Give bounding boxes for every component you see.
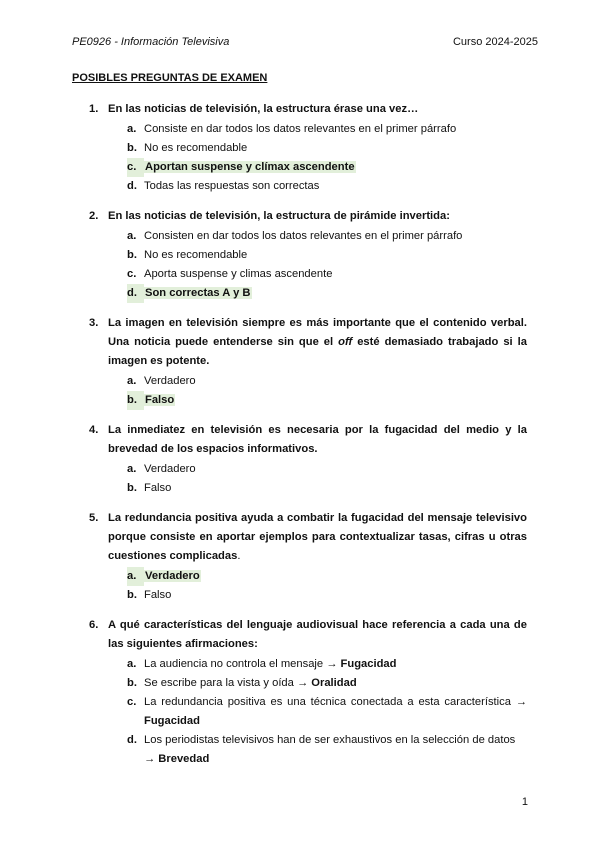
option-text: Consiste en dar todos los datos relevantes en el primer párrafo [144,123,457,135]
option-letter: d. [127,284,144,303]
question-text: La inmediatez en televisión es necesaria por la fugacidad del medio y la brevedad de los espacios informativos. [108,424,527,455]
option-letter: a. [127,658,137,670]
question-number: 2. [89,210,99,222]
question-text-part: esté demasiado trabajado si la imagen es potente. [108,336,527,367]
option-letter: a. [127,463,137,475]
page-number: 1 [521,796,528,808]
option-letter: d. [127,734,137,746]
option-letter: b. [127,482,137,494]
option-d [127,731,527,769]
option-text: Se escribe para la vista y oída → [144,677,309,689]
option-text: Aporta suspense y climas ascendente [144,268,333,280]
question-number: 5. [89,512,99,524]
option-b [127,674,527,693]
option-b-correct [127,391,527,410]
option-answer: Oralidad [311,677,357,689]
question-number: 4. [89,424,99,436]
option-letter: b. [127,391,144,410]
question-text-tail: . [237,550,241,562]
option-a [127,227,527,246]
option-letter: b. [127,589,137,601]
option-d [127,177,527,196]
page-title: POSIBLES PREGUNTAS DE EXAMEN [72,72,268,84]
option-c [127,265,527,284]
correct-answer-highlight: Son correctas A y B [145,287,251,299]
option-b [127,479,527,498]
option-letter: b. [127,142,137,154]
correct-answer-highlight: Aportan suspense y clímax ascendente [145,161,355,173]
header-year: Curso 2024-2025 [452,36,538,48]
option-a [127,372,527,391]
option-text: Falso [144,589,172,601]
question-text-italic: off [338,336,353,348]
question-text: En las noticias de televisión, la estructura de pirámide invertida: [108,210,450,222]
option-text: No es recomendable [144,249,248,261]
question-3 [89,314,527,410]
option-text: Verdadero [144,375,196,387]
question-text [108,314,527,371]
correct-answer-highlight: Falso [145,394,175,406]
question-6 [89,616,527,769]
option-answer: Brevedad [158,753,210,765]
option-answer: Fugacidad [144,715,200,727]
option-letter: c. [127,696,137,708]
option-letter: c. [127,268,137,280]
question-1 [89,100,527,196]
header-course-code: PE0926 - Información Televisiva [72,36,230,48]
option-letter: a. [127,230,137,242]
question-text: En las noticias de televisión, la estructura érase una vez… [108,103,419,115]
question-text-part: La imagen en televisión siempre es más importante que el contenido verbal. Una noticia puede entenderse sin que el [108,317,527,348]
option-letter: a. [127,375,137,387]
question-text [108,509,527,566]
option-b [127,139,527,158]
option-text: Todas las respuestas son correctas [144,180,320,192]
question-list [89,100,527,780]
option-b [127,246,527,265]
question-2 [89,207,527,303]
option-letter: c. [127,158,144,177]
option-b [127,586,527,605]
option-letter: a. [127,567,144,586]
question-number: 6. [89,619,99,631]
question-text-part: La redundancia positiva ayuda a combatir la fugacidad del mensaje televisivo porque consiste en aportar ejemplos para contextualizar tasas, cifras u otras cuestiones complicadas [108,512,527,562]
correct-answer-highlight: Verdadero [145,570,200,582]
option-text: La redundancia positiva es una técnica conectada a esta característica → [144,696,527,708]
question-5 [89,509,527,605]
question-text: A qué características del lenguaje audiovisual hace referencia a cada una de las siguientes afirmaciones: [108,619,527,650]
option-letter: a. [127,123,137,135]
option-letter: b. [127,677,137,689]
option-a [127,120,527,139]
option-a [127,460,527,479]
option-d-correct [127,284,527,303]
option-text: No es recomendable [144,142,248,154]
option-c [127,693,527,731]
option-letter: d. [127,180,137,192]
option-answer: Fugacidad [340,658,397,670]
option-letter: b. [127,249,137,261]
option-text: Verdadero [144,463,196,475]
question-number: 1. [89,103,99,115]
question-4 [89,421,527,498]
option-text: Falso [144,482,172,494]
option-a-correct [127,567,527,586]
option-text: Consisten en dar todos los datos relevantes en el primer párrafo [144,230,463,242]
question-number: 3. [89,317,99,329]
option-text: Los periodistas televisivos han de ser exhaustivos en la selección de datos → [144,734,516,765]
option-c-correct [127,158,527,177]
option-text: La audiencia no controla el mensaje → [144,658,338,670]
option-a [127,655,527,674]
